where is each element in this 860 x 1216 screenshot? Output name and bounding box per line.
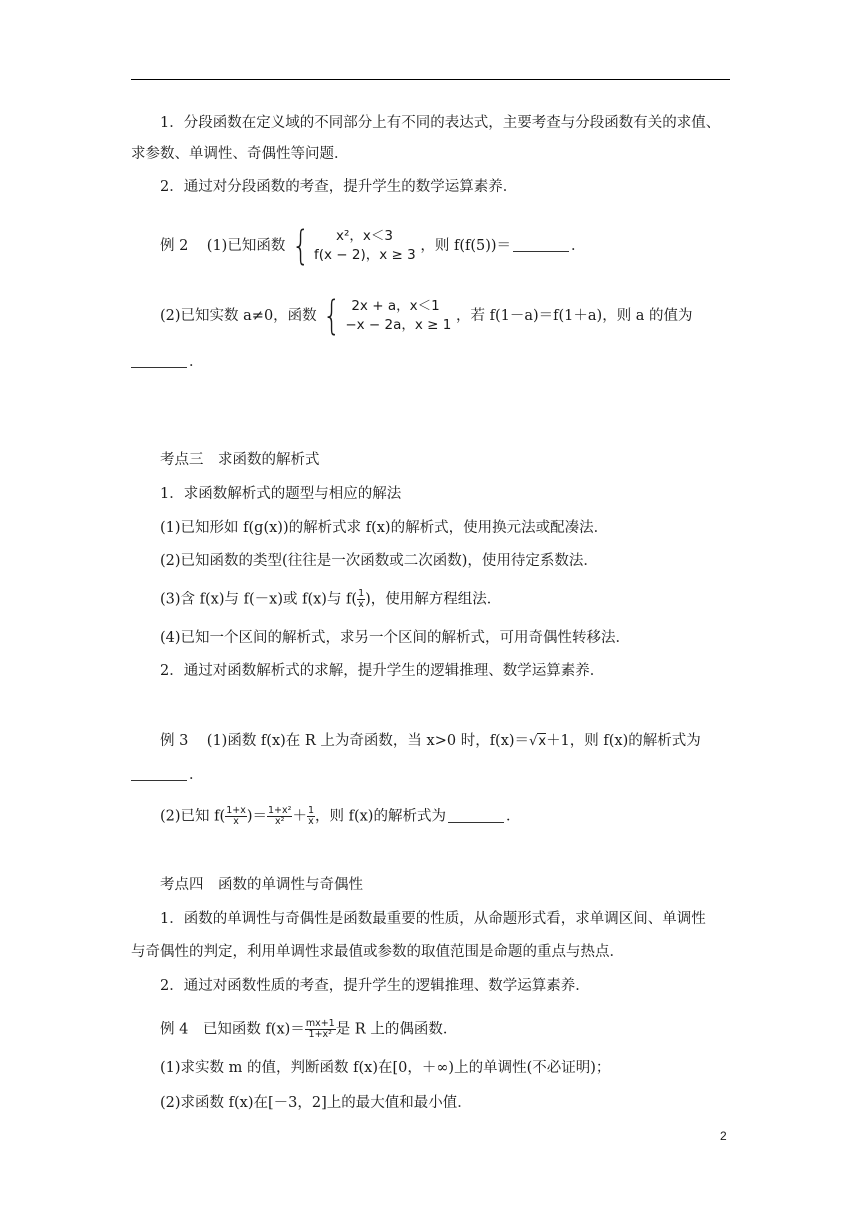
frac-num: 1 <box>358 588 365 599</box>
example2-part2-tail: ，若 f(1－a)＝f(1＋a)，则 a 的值为 <box>455 308 693 324</box>
example2-part1: 例 2 (1)已知函数 { x²，x＜3 f(x − 2)，x ≥ 3 ，则 f(f(5))＝ ． <box>160 223 586 269</box>
answer-blank <box>513 237 569 252</box>
sec2-para1-line2: 求参数、单调性、奇偶性等问题． <box>131 146 349 162</box>
example2-label: 例 2 <box>160 238 189 254</box>
example4-tail: 是 R 上的偶函数． <box>335 1021 458 1038</box>
example2-part1-lead: (1)已知函数 <box>206 238 286 254</box>
sec3-para1: 1．求函数解析式的题型与相应的解法 <box>160 486 402 502</box>
section4-title: 考点四 函数的单调性与奇偶性 <box>160 877 363 893</box>
case-line: −x − 2a，x ≥ 1 <box>345 317 452 333</box>
fraction <box>305 1019 336 1040</box>
answer-blank <box>131 353 187 368</box>
method3-tail: )，使用解方程组法． <box>365 591 502 608</box>
fraction <box>267 806 292 827</box>
plus: ＋ <box>292 808 307 825</box>
case-line: f(x − 2)，x ≥ 3 <box>314 247 416 263</box>
example4-question2: (2)求函数 f(x)在[－3，2]上的最大值和最小值． <box>160 1095 472 1111</box>
section3-title: 考点三 求函数的解析式 <box>160 452 320 468</box>
frac-den: x <box>358 599 364 610</box>
example3-part1-lead: (1)函数 f(x)在 R 上为奇函数，当 x>0 时，f(x)＝ <box>206 733 530 749</box>
left-brace: { <box>291 223 310 269</box>
example4-question1: (1)求实数 m 的值，判断函数 f(x)在[0，＋∞)上的单调性(不必证明)； <box>160 1060 611 1076</box>
piecewise-cases-1 <box>314 227 416 265</box>
example2-part2 <box>160 293 693 339</box>
frac-num: 1 <box>307 805 314 816</box>
example3-label: 例 3 <box>160 733 189 749</box>
fraction <box>225 806 247 827</box>
fraction <box>307 806 315 827</box>
sec3-method4: (4)已知一个区间的解析式，求另一个区间的解析式，可用奇偶性转移法． <box>160 630 631 646</box>
sec4-para1-line1: 1．函数的单调性与奇偶性是函数最重要的性质，从命题形式看，求单调区间、单调性 <box>160 911 706 927</box>
example3-part2-lead: (2)已知 f( <box>160 808 226 825</box>
radicand: x <box>538 734 547 749</box>
sec4-para1-line2: 与奇偶性的判定，利用单调性求最值或参数的取值范围是命题的重点与热点． <box>131 944 624 960</box>
example3-part1 <box>160 731 701 752</box>
example2-part1-tail: ，则 f(f(5))＝ <box>420 238 512 254</box>
sec3-method1: (1)已知形如 f(g(x))的解析式求 f(x)的解析式，使用换元法或配凑法． <box>160 520 609 536</box>
example2-part2-lead: (2)已知实数 a≠0，函数 <box>160 308 317 324</box>
frac-num: mx+1 <box>305 1018 335 1029</box>
example2-part2-blank-line: ． <box>131 352 204 372</box>
frac-num: 1+x² <box>268 805 292 816</box>
sec3-para2: 2．通过对函数解析式的求解，提升学生的逻辑推理、数学运算素养． <box>160 663 605 679</box>
sqrt-x: √x <box>529 734 547 749</box>
sec4-para2: 2．通过对函数性质的考查，提升学生的逻辑推理、数学运算素养． <box>160 978 590 994</box>
example4-statement <box>160 1019 457 1040</box>
sec3-method2: (2)已知函数的类型(往往是一次函数或二次函数)，使用待定系数法． <box>160 553 598 569</box>
equals: )＝ <box>246 808 267 825</box>
answer-blank <box>448 808 504 823</box>
frac-den: x² <box>275 816 285 827</box>
left-brace: { <box>323 293 341 339</box>
header-rule <box>131 79 730 80</box>
page-number: 2 <box>720 1129 727 1143</box>
example3-part2-tail: ，则 f(x)的解析式为 <box>314 808 446 825</box>
frac-den: x <box>233 816 239 827</box>
sec3-method3 <box>160 589 501 610</box>
sec2-para1-line1: 1．分段函数在定义域的不同部分上有不同的表达式，主要考查与分段函数有关的求值、 <box>160 115 721 131</box>
method3-lead: (3)含 f(x)与 f(－x)或 f(x)与 f( <box>160 591 358 608</box>
frac-den: 1+x² <box>308 1029 332 1040</box>
example3-part2: (2)已知 f( $\frac{1+x}{x}$ )＝ $\frac{\text{1+x²}}{\text{x²}}$ ＋ $\frac{1}{x}$ ，则 f(x)的解析式为 ． <box>160 805 521 827</box>
example3-part1-tail: ＋1，则 f(x)的解析式为 <box>546 733 701 749</box>
piecewise-cases-2 <box>345 297 451 335</box>
case-line: 2x + a，x＜1 <box>351 298 440 314</box>
example3-part1-blank-line: ． <box>131 765 204 785</box>
example4-lead: 例 4 已知函数 f(x)＝ <box>160 1021 305 1038</box>
frac-num: 1+x <box>226 805 246 816</box>
case-line: x²，x＜3 <box>336 228 393 244</box>
frac-den: x <box>308 816 314 827</box>
sec2-para2: 2．通过对分段函数的考查，提升学生的数学运算素养． <box>160 179 518 195</box>
fraction-1-over-x <box>357 589 365 610</box>
answer-blank <box>131 766 187 781</box>
